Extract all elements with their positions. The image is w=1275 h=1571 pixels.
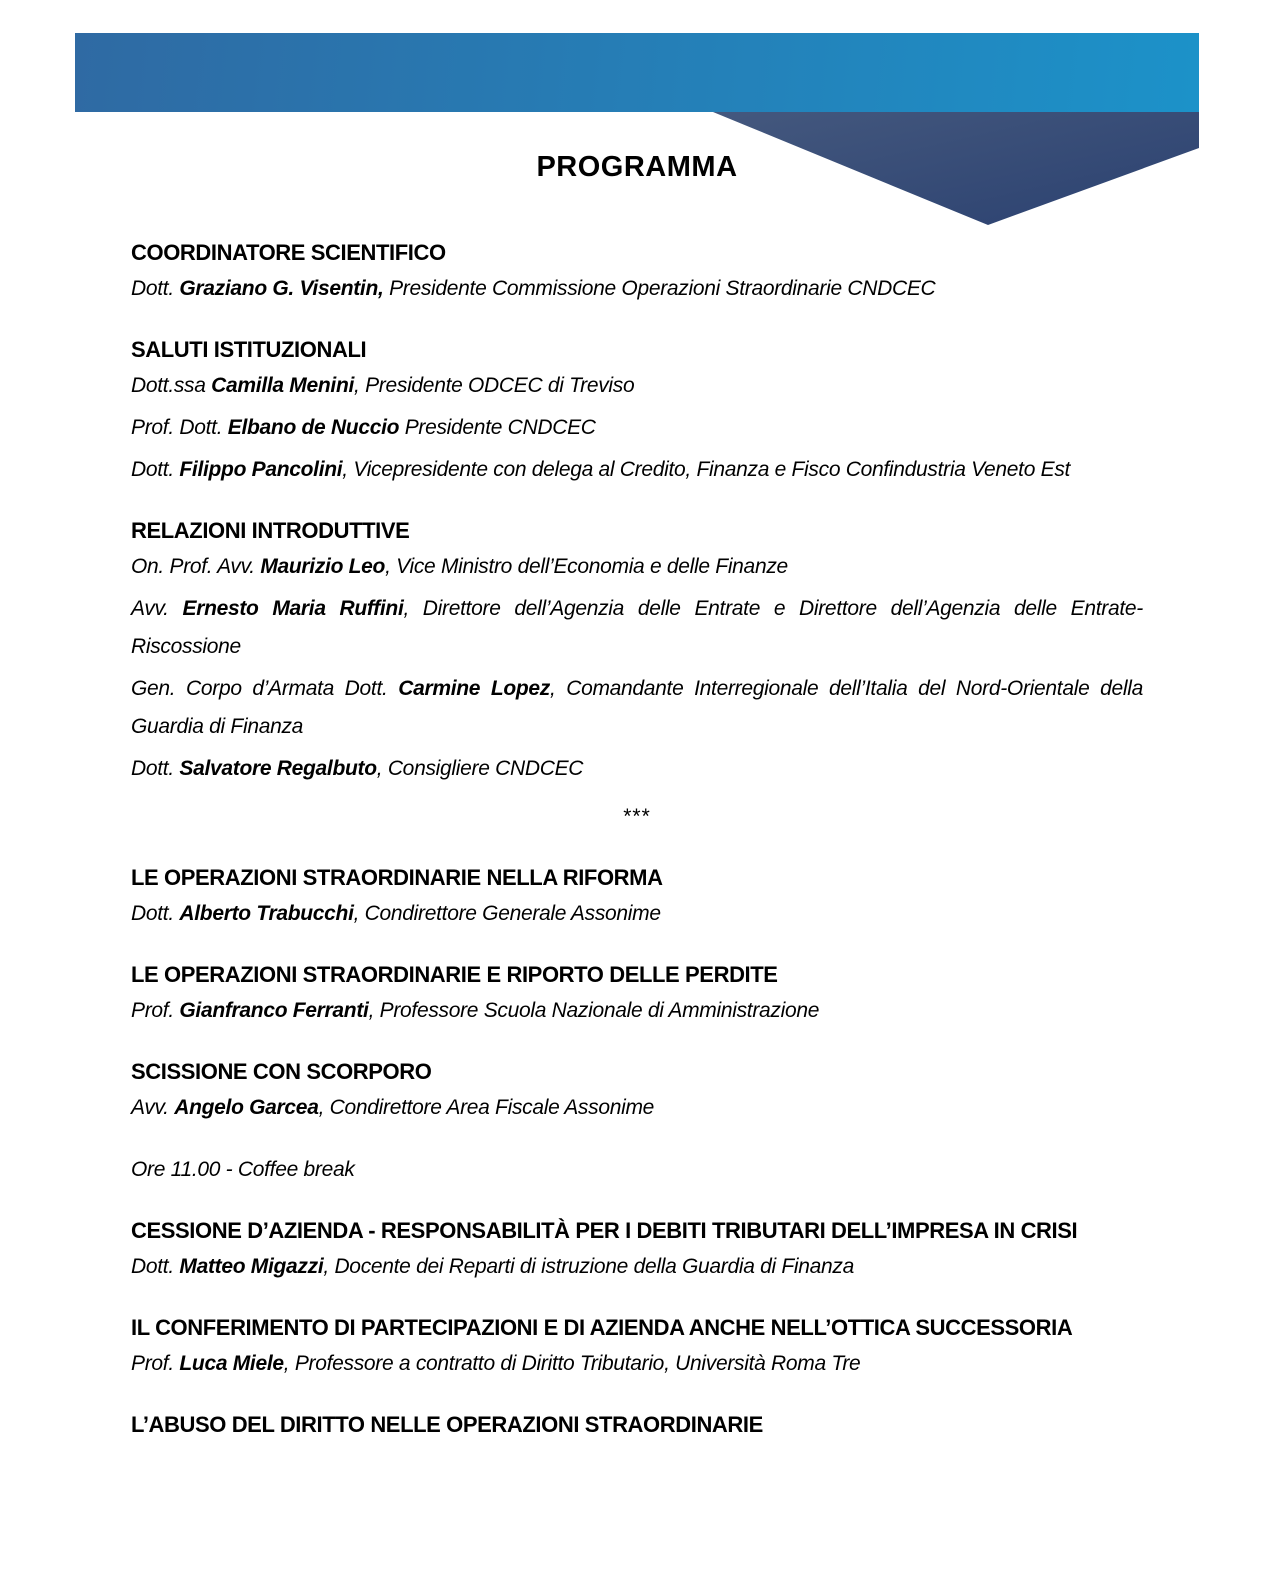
speaker-line: [131, 548, 1143, 586]
section-heading: RELAZIONI INTRODUTTIVE: [131, 518, 410, 543]
section-heading: SALUTI ISTITUZIONALI: [131, 337, 367, 362]
text-segment: , Professore Scuola Nazionale di Amministrazione: [368, 999, 820, 1022]
section-heading: CESSIONE D’AZIENDA - RESPONSABILITÀ PER I DEBITI TRIBUTARI DELL’IMPRESA IN CRISI: [131, 1218, 1078, 1243]
program-section: [131, 332, 1143, 489]
speaker-name: Luca Miele: [179, 1352, 284, 1375]
text-segment: , Vice Ministro dell’Economia e delle Finanze: [385, 555, 788, 578]
speaker-name: Carmine Lopez: [398, 677, 550, 700]
text-segment: Ore 11.00 - Coffee break: [131, 1158, 355, 1181]
section-separator: ***: [623, 805, 651, 828]
text-segment: , Direttore dell’Agenzia delle Entrate e Direttore dell’Agenzia delle Entrate-Riscossione: [131, 597, 1143, 658]
text-segment: , Presidente ODCEC di Treviso: [354, 374, 635, 397]
text-segment: Dott.: [131, 902, 180, 925]
text-segment: , Condirettore Generale Assonime: [353, 902, 661, 925]
speaker-name: Salvatore Regalbuto: [179, 757, 377, 780]
program-section: [131, 860, 1143, 933]
program-section: [131, 1407, 1143, 1442]
speaker-name: Matteo Migazzi: [179, 1255, 324, 1278]
page-title: PROGRAMMA: [536, 151, 738, 183]
speaker-name: Filippo Pancolini: [179, 458, 343, 481]
section-heading: LE OPERAZIONI STRAORDINARIE E RIPORTO DELLE PERDITE: [131, 962, 778, 987]
speaker-line: [131, 895, 1143, 933]
text-segment: Avv.: [131, 1096, 175, 1119]
coffee-break-line: [131, 1151, 1143, 1189]
text-segment: Presidente Commissione Operazioni Straordinarie CNDCEC: [383, 277, 936, 300]
speaker-name: Ernesto Maria Ruffini: [182, 597, 404, 620]
text-segment: , Condirettore Area Fiscale Assonime: [318, 1096, 655, 1119]
speaker-line: [131, 750, 1143, 788]
speaker-name: Alberto Trabucchi: [179, 902, 354, 925]
text-segment: On. Prof. Avv.: [131, 555, 261, 578]
speaker-line: [131, 670, 1143, 746]
text-segment: Dott.: [131, 277, 180, 300]
text-segment: , Comandante Interregionale dell’Italia del Nord-Orientale della Guardia di Finanza: [131, 677, 1143, 738]
speaker-name: Graziano G. Visentin,: [179, 277, 384, 300]
program-section: [131, 513, 1143, 788]
speaker-line: [131, 409, 1143, 447]
text-segment: , Consigliere CNDCEC: [376, 757, 584, 780]
program-section: [131, 1310, 1143, 1383]
speaker-line: [131, 270, 1143, 308]
speaker-line: [131, 451, 1143, 489]
speaker-name: Gianfranco Ferranti: [179, 999, 369, 1022]
section-heading: IL CONFERIMENTO DI PARTECIPAZIONI E DI AZIENDA ANCHE NELL’OTTICA SUCCESSORIA: [131, 1315, 1073, 1340]
text-segment: Dott.: [131, 458, 180, 481]
text-segment: Dott.: [131, 1255, 180, 1278]
program-sections: [131, 235, 1143, 1442]
speaker-name: Elbano de Nuccio: [227, 416, 400, 439]
text-segment: Avv.: [131, 597, 183, 620]
speaker-line: [131, 590, 1143, 666]
document-content: [131, 0, 1143, 1442]
program-section: [131, 1151, 1143, 1189]
section-heading: COORDINATORE SCIENTIFICO: [131, 240, 446, 265]
text-segment: , Vicepresidente con delega al Credito, Finanza e Fisco Confindustria Veneto Est: [342, 458, 1071, 481]
text-segment: Presidente CNDCEC: [399, 416, 596, 439]
program-section: [131, 235, 1143, 308]
section-heading: LE OPERAZIONI STRAORDINARIE NELLA RIFORMA: [131, 865, 663, 890]
text-segment: , Docente dei Reparti di istruzione della Guardia di Finanza: [323, 1255, 855, 1278]
program-section: [131, 1213, 1143, 1286]
section-heading: SCISSIONE CON SCORPORO: [131, 1059, 432, 1084]
speaker-name: Maurizio Leo: [260, 555, 386, 578]
speaker-name: Camilla Menini: [211, 374, 355, 397]
speaker-line: [131, 1248, 1143, 1286]
section-heading: L’ABUSO DEL DIRITTO NELLE OPERAZIONI STRAORDINARIE: [131, 1412, 763, 1437]
speaker-line: [131, 1089, 1143, 1127]
program-section: [131, 1054, 1143, 1127]
text-segment: Prof.: [131, 999, 180, 1022]
speaker-line: [131, 1345, 1143, 1383]
text-segment: Prof. Dott.: [131, 416, 228, 439]
speaker-line: [131, 367, 1143, 405]
text-segment: Dott.ssa: [131, 374, 212, 397]
speaker-line: [131, 992, 1143, 1030]
text-segment: Dott.: [131, 757, 180, 780]
speaker-name: Angelo Garcea: [174, 1096, 319, 1119]
program-section: [131, 957, 1143, 1030]
text-segment: , Professore a contratto di Diritto Tributario, Università Roma Tre: [283, 1352, 861, 1375]
text-segment: Gen. Corpo d’Armata Dott.: [131, 677, 399, 700]
text-segment: Prof.: [131, 1352, 180, 1375]
